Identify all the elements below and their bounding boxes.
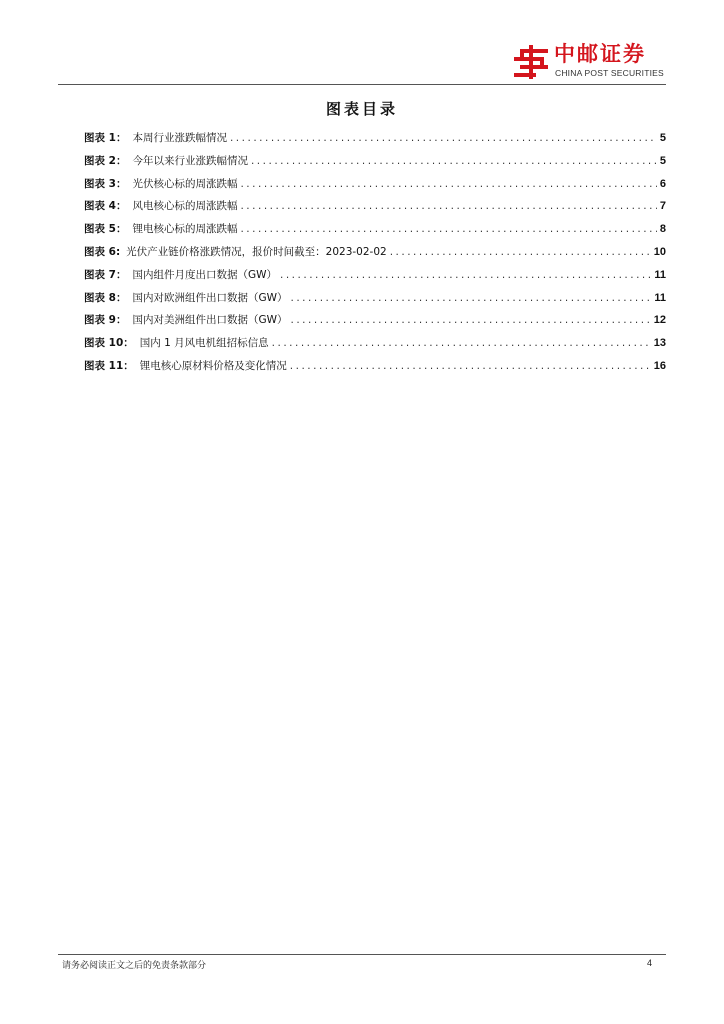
brand-name-en: CHINA POST SECURITIES [555, 68, 664, 78]
toc-dot-leader [291, 292, 652, 304]
toc-entry[interactable] [84, 290, 666, 313]
toc-entry[interactable] [84, 221, 666, 244]
toc-entry-page: 12 [653, 314, 666, 327]
toc-dot-leader [230, 132, 657, 144]
footer-divider [58, 954, 666, 955]
toc-entry-label: 图表 2： [84, 154, 127, 167]
toc-dot-leader [280, 269, 651, 281]
toc-dot-leader [240, 178, 656, 190]
toc-entry-page: 11 [654, 291, 666, 304]
company-logo [514, 44, 666, 80]
toc-entry-title: 锂电核心标的周涨跌幅 [132, 223, 238, 236]
brand-name-cn: 中邮证券 [554, 42, 646, 66]
toc-dot-leader [272, 337, 651, 349]
toc-dot-leader [240, 223, 656, 235]
toc-entry-title: 今年以来行业涨跌幅情况 [132, 154, 248, 167]
table-of-figures [84, 130, 666, 381]
toc-entry-title: 光伏产业链价格涨跌情况，报价时间截至：2023-02-02 [126, 245, 387, 258]
toc-entry-page: 16 [653, 359, 666, 372]
toc-entry-title: 国内 1 月风电机组招标信息 [139, 337, 269, 350]
footer-page-number: 4 [646, 958, 652, 968]
toc-dot-leader [251, 155, 657, 167]
footer-disclaimer: 请务必阅读正文之后的免责条款部分 [62, 961, 207, 971]
toc-dot-leader [390, 246, 651, 258]
toc-entry[interactable] [84, 312, 666, 335]
toc-entry[interactable] [84, 198, 666, 221]
page-title: 图表目录 [325, 100, 398, 118]
toc-entry-label: 图表 6: [84, 245, 121, 258]
toc-entry-label: 图表 4： [84, 200, 127, 213]
toc-entry[interactable] [84, 153, 666, 176]
page-header [0, 0, 724, 90]
toc-entry-title: 锂电核心原材料价格及变化情况 [139, 359, 287, 372]
toc-entry-title: 光伏核心标的周涨跌幅 [132, 177, 238, 190]
toc-dot-leader [291, 314, 651, 326]
toc-dot-leader [290, 360, 651, 372]
toc-entry-page: 13 [653, 337, 666, 350]
toc-entry-page: 6 [659, 177, 666, 190]
toc-entry-label: 图表 11： [84, 359, 134, 372]
toc-entry-label: 图表 7： [84, 268, 127, 281]
toc-entry-page: 11 [654, 268, 666, 281]
toc-entry-page: 7 [659, 200, 666, 213]
toc-entry-label: 图表 8： [84, 291, 127, 304]
toc-entry[interactable] [84, 176, 666, 199]
toc-entry[interactable] [84, 335, 666, 358]
toc-entry-label: 图表 5： [84, 223, 127, 236]
toc-entry-title: 本周行业涨跌幅情况 [132, 132, 227, 144]
toc-entry-title: 风电核心标的周涨跌幅 [132, 200, 238, 213]
china-post-logo-icon [514, 45, 550, 79]
toc-entry-title: 国内对美洲组件出口数据（GW） [132, 314, 288, 327]
toc-entry[interactable] [84, 244, 666, 267]
toc-entry[interactable] [84, 130, 666, 153]
header-divider [58, 84, 666, 85]
toc-entry[interactable] [84, 267, 666, 290]
toc-entry-title: 国内组件月度出口数据（GW） [132, 268, 277, 281]
toc-entry-label: 图表 9： [84, 314, 127, 327]
toc-entry-page: 10 [653, 245, 666, 258]
toc-entry-label: 图表 1： [84, 132, 127, 144]
toc-entry-title: 国内对欧洲组件出口数据（GW） [132, 291, 288, 304]
toc-entry[interactable] [84, 358, 666, 381]
toc-entry-page: 8 [659, 223, 666, 236]
toc-entry-page: 5 [659, 132, 666, 144]
toc-entry-label: 图表 10： [84, 337, 134, 350]
toc-entry-page: 5 [659, 154, 666, 167]
toc-dot-leader [240, 200, 656, 212]
toc-entry-label: 图表 3： [84, 177, 127, 190]
